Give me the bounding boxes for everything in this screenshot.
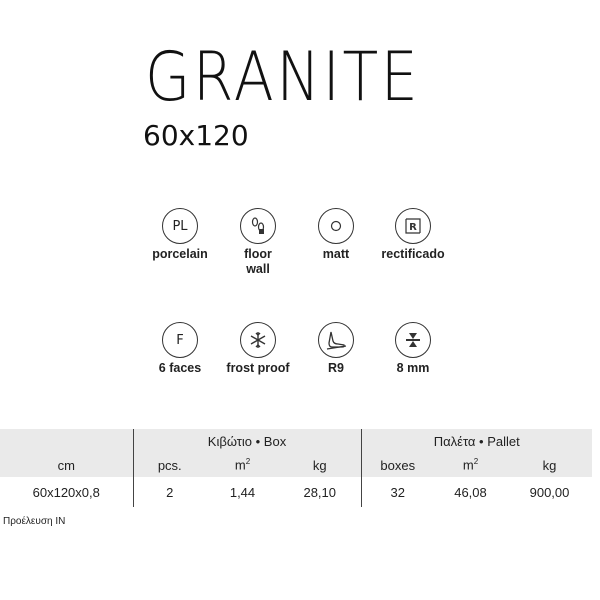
- table-row: [0, 477, 592, 507]
- feature-label: rectificado: [381, 247, 445, 261]
- col-header-kg: kg: [312, 457, 327, 473]
- feature-label: matt: [322, 247, 350, 261]
- thickness-icon: [395, 322, 431, 358]
- slip-r9-icon: [318, 322, 354, 358]
- cell-pcs: 2: [133, 477, 206, 507]
- pl-icon: PL: [162, 208, 198, 244]
- cell-pallet-m2: 46,08: [454, 484, 487, 500]
- matt-icon: [318, 208, 354, 244]
- cell-boxes: 32: [361, 477, 434, 507]
- packaging-table: [0, 429, 592, 507]
- col-header-pallet-m2: $m^2$: [462, 457, 479, 473]
- feature-label: porcelain: [152, 247, 208, 261]
- feature-label: floor wall: [244, 247, 272, 276]
- snowflake-icon: [240, 322, 276, 358]
- product-size: 60x120: [143, 119, 249, 152]
- col-header-pallet-kg: kg: [542, 457, 557, 473]
- pallet-group-header: Παλέτα • Pallet: [361, 429, 592, 453]
- feature-label: 8 mm: [396, 361, 430, 375]
- cell-box-m2: 1,44: [229, 484, 256, 500]
- column-header-row: [0, 453, 592, 477]
- product-title: GRANITE: [145, 38, 421, 117]
- feature-label: 6 faces: [158, 361, 202, 375]
- cell-box-kg: 28,10: [303, 484, 337, 500]
- col-header-boxes: boxes: [361, 453, 434, 477]
- box-group-header: Κιβώτιο • Box: [133, 429, 361, 453]
- svg-text:R: R: [409, 222, 417, 233]
- origin-note: Προέλευση IN: [3, 516, 66, 527]
- rectified-icon: [395, 208, 431, 244]
- faces-icon: F: [162, 322, 198, 358]
- col-header-pcs: pcs.: [133, 453, 206, 477]
- cell-pallet-kg: 900,00: [529, 484, 570, 500]
- col-header-cm: cm: [57, 457, 75, 473]
- group-header-row: [0, 429, 592, 453]
- feature-label: frost proof: [226, 361, 290, 375]
- feature-thickness: [363, 322, 463, 376]
- feature-rectified: [363, 208, 463, 262]
- feature-label: R9: [328, 361, 344, 375]
- floor-wall-icon: [240, 208, 276, 244]
- cell-size: 60x120x0,8: [32, 484, 100, 500]
- col-header-m2: $m^2$: [234, 457, 251, 473]
